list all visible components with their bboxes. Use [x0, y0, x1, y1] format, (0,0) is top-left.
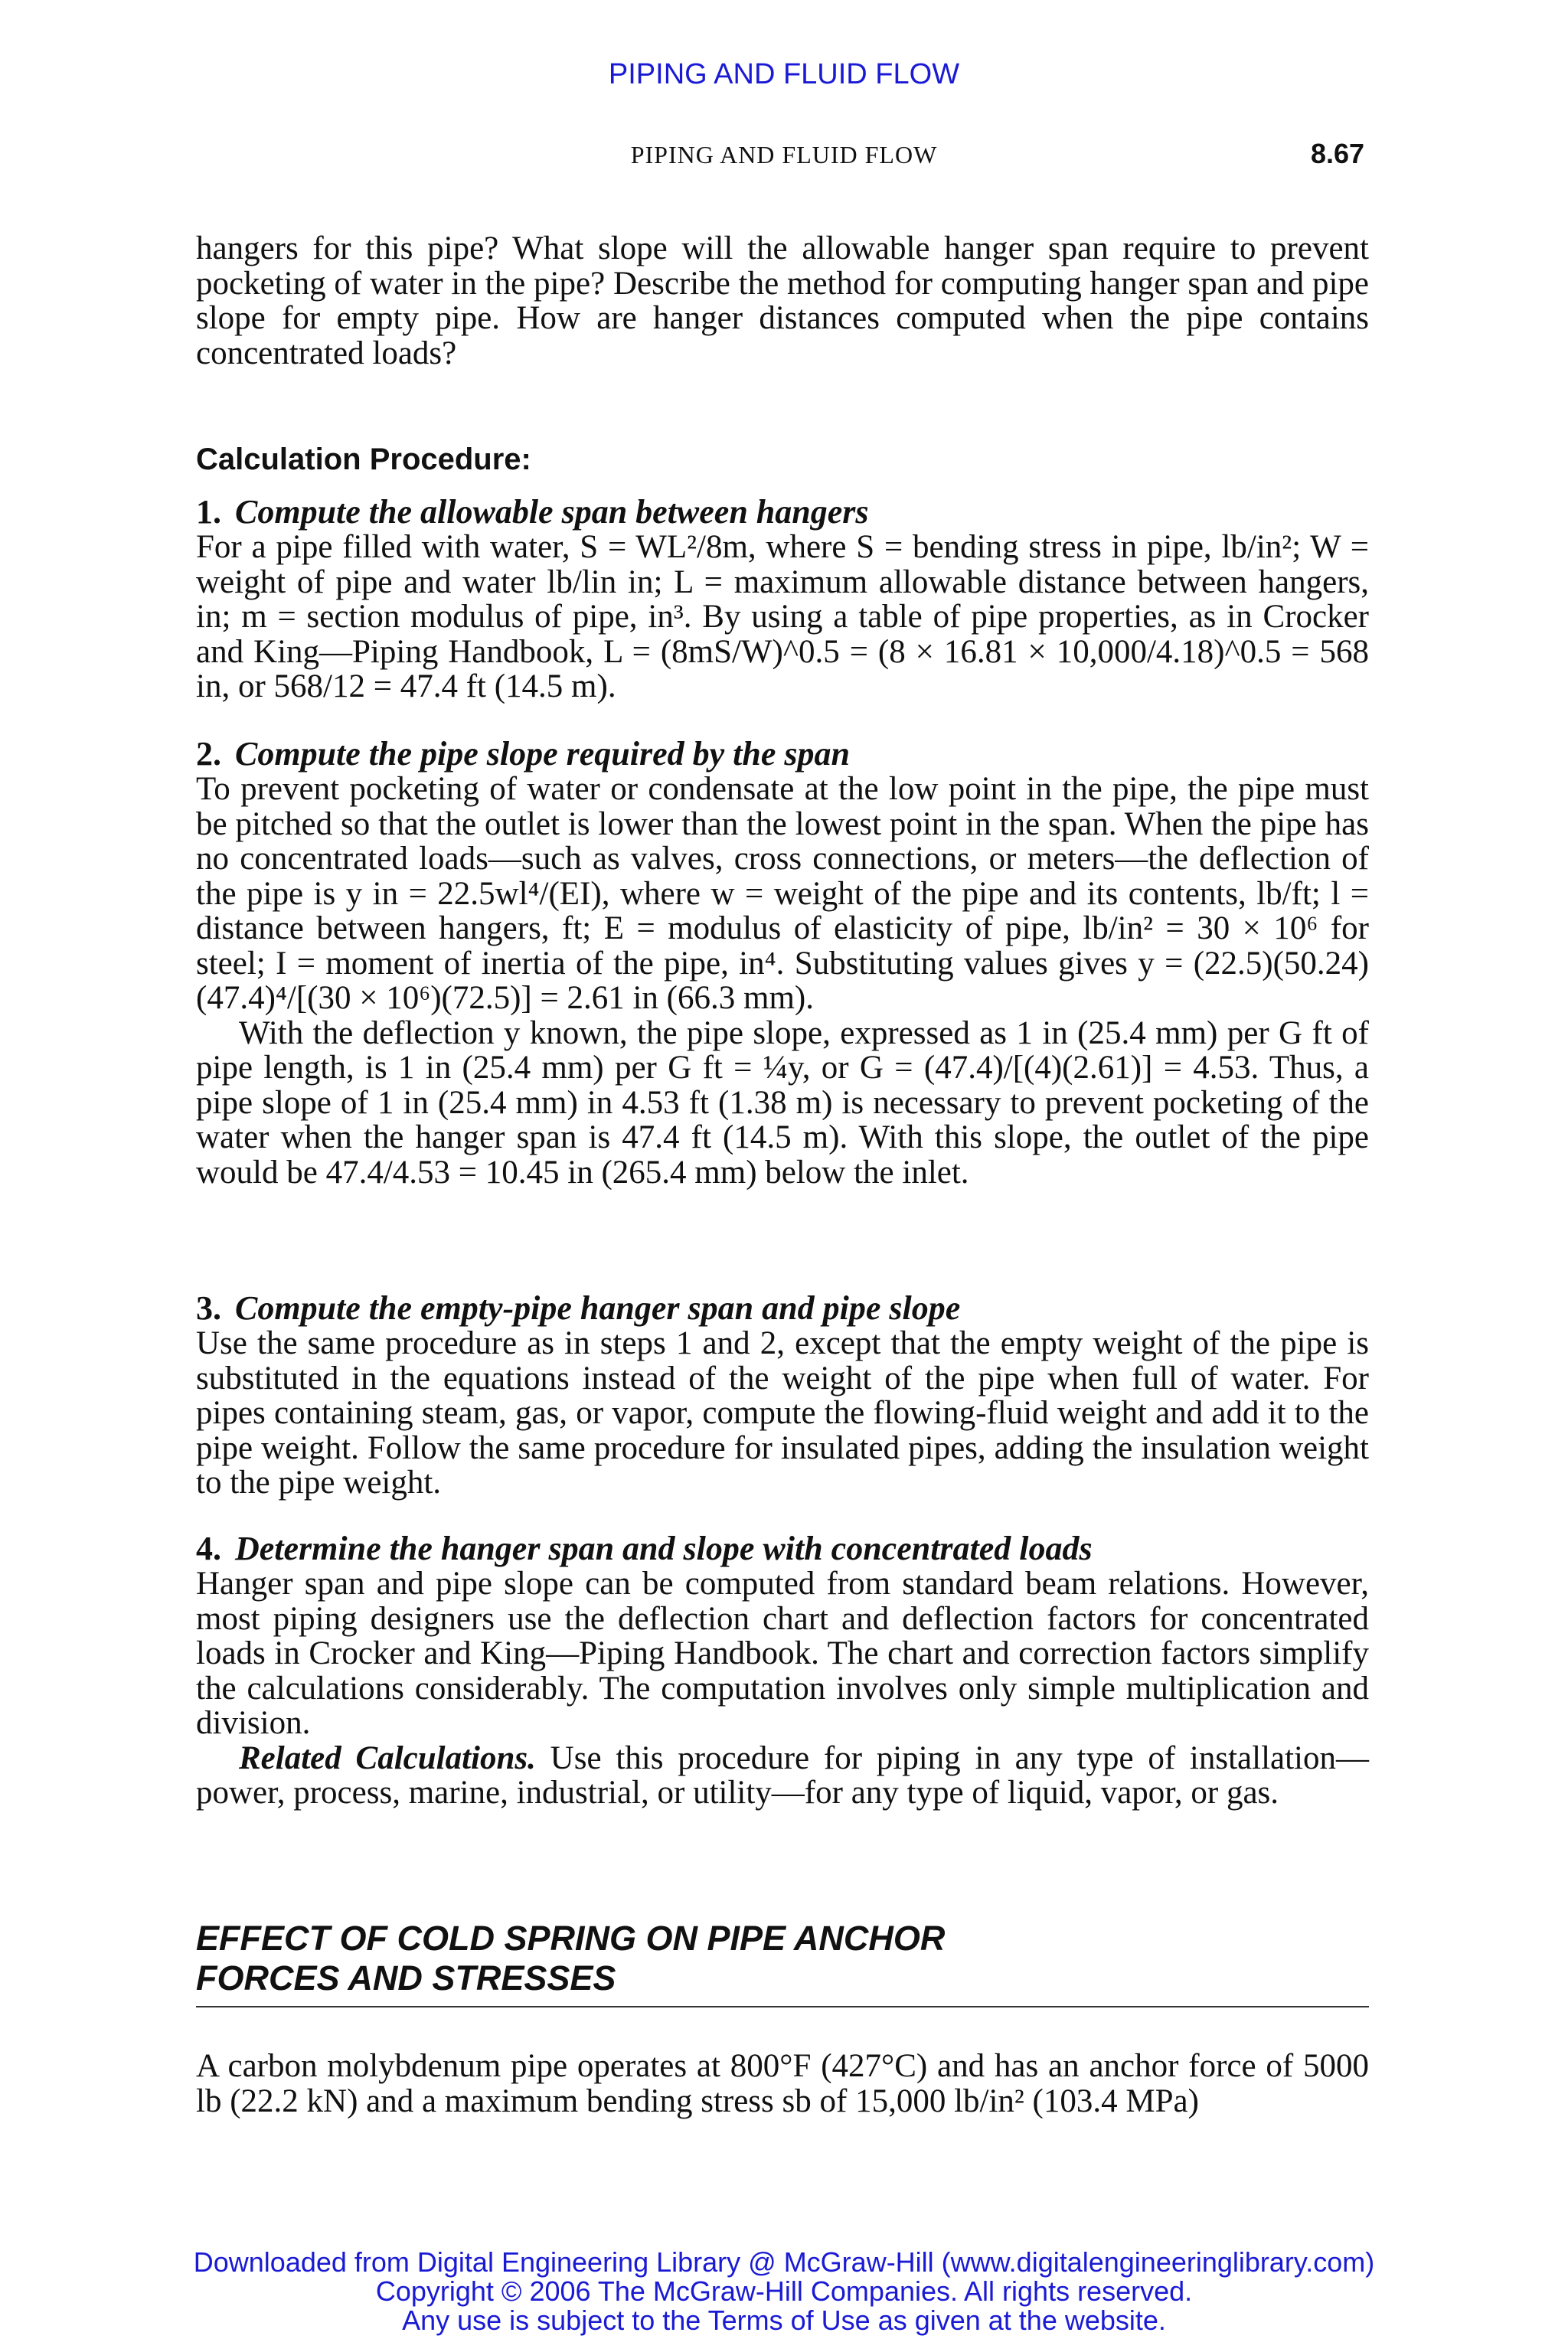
- footer-copyright: Copyright © 2006 The McGraw-Hill Companies. All rights reserved.: [375, 2275, 1193, 2307]
- footer-terms-link[interactable]: Any use is subject to the Terms of Use as given at the website.: [402, 2305, 1166, 2336]
- intro-block: [196, 231, 1369, 371]
- section-title-line: EFFECT OF COLD SPRING ON PIPE ANCHOR: [196, 1919, 946, 1958]
- step-heading: 4. Determine the hanger span and slope with concentrated loads: [196, 1530, 1093, 1567]
- section-body: [196, 2049, 1369, 2118]
- intro-paragraph: hangers for this pipe? What slope will the allowable hanger span require to prevent pocketing of water in the pipe? Describe the method for computing hanger span and pipe slope for empty pipe. How are hanger distances computed when the pipe contains concentrated loads?: [196, 230, 1369, 371]
- running-head: PIPING AND FLUID FLOW: [630, 141, 938, 168]
- step-paragraph: For a pipe filled with water, S = WL²/8m, where S = bending stress in pipe, lb/in²; W = weight of pipe and water lb/lin in; L = maximum allowable distance between hangers, in; m = section modulus of pipe, in³. By using a table of pipe properties, as in Crocker and King—Piping Handbook, L = (8mS/W)^0.5 = (8 × 16.81 × 10,000/4.18)^0.5 = 568 in, or 568/12 = 47.4 ft (14.5 m).: [196, 529, 1369, 704]
- step-paragraph: Use the same procedure as in steps 1 and 2, except that the empty weight of the pipe is substituted in the equations instead of the weight of the pipe when full of water. For pipes containing steam, gas, or vapor, compute the flowing-fluid weight and add it to the pipe weight. Follow the same procedure for insulated pipes, adding the insulation weight to the pipe weight.: [196, 1325, 1369, 1501]
- footer: [0, 2248, 1568, 2335]
- step-paragraph: Hanger span and pipe slope can be computed from standard beam relations. However, most piping designers use the deflection chart and deflection factors for concentrated loads in Crocker and King—Piping Handbook. The chart and correction factors simplify the calculations considerably. The computation involves only simple multiplication and division.: [196, 1566, 1369, 1741]
- step-heading: 3. Compute the empty-pipe hanger span and pipe slope: [196, 1289, 961, 1327]
- section-title: [196, 1919, 1369, 2007]
- calculation-heading: Calculation Procedure:: [196, 443, 531, 476]
- step-4: [196, 1531, 1369, 1811]
- page-number: 8.67: [1311, 138, 1365, 169]
- step-1: [196, 495, 1369, 704]
- step-2: [196, 737, 1369, 1190]
- step-3: [196, 1291, 1369, 1501]
- step-heading: 2. Compute the pipe slope required by the span: [196, 735, 850, 773]
- header-link-title[interactable]: PIPING AND FLUID FLOW: [608, 58, 960, 90]
- step-paragraph: With the deflection y known, the pipe slope, expressed as 1 in (25.4 mm) per G ft of pipe length, is 1 in (25.4 mm) per G ft = ¼y, or G = (47.4)/[(4)(2.61)] = 4.53. Thus, a pipe slope of 1 in (25.4 mm) in 4.53 ft (1.38 m) is necessary to prevent pocketing of the water when the hanger span is 47.4 ft (14.5 m). With this slope, the outlet of the pipe would be 47.4/4.53 = 10.45 in (265.4 mm) below the inlet.: [196, 1014, 1369, 1191]
- step-paragraph: To prevent pocketing of water or condensate at the low point in the pipe, the pipe must be pitched so that the outlet is lower than the lowest point in the span. When the pipe has no concentrated loads—such as valves, cross connections, or meters—the deflection of the pipe is y in = 22.5wl⁴/(EI), where w = weight of the pipe and its contents, lb/ft; l = distance between hangers, ft; E = modulus of elasticity of pipe, lb/in² = 30 × 10⁶ for steel; I = moment of inertia of the pipe, in⁴. Substituting values gives y = (22.5)(50.24)(47.4)⁴/[(30 × 10⁶)(72.5)] = 2.61 in (66.3 mm).: [196, 771, 1369, 1016]
- footer-download-link[interactable]: Downloaded from Digital Engineering Library @ McGraw-Hill (www.digitalengineeringlibrary.com): [193, 2246, 1375, 2278]
- related-calculations: Related Calculations. Use this procedure for piping in any type of installation—power, process, marine, industrial, or utility—for any type of liquid, vapor, or gas.: [196, 1740, 1369, 1811]
- step-heading: 1. Compute the allowable span between hangers: [196, 493, 869, 531]
- section-first-paragraph: A carbon molybdenum pipe operates at 800°F (427°C) and has an anchor force of 5000 lb (22.2 kN) and a maximum bending stress sb of 15,000 lb/in² (103.4 MPa): [196, 2048, 1369, 2119]
- section-title-line: FORCES AND STRESSES: [196, 1958, 616, 1998]
